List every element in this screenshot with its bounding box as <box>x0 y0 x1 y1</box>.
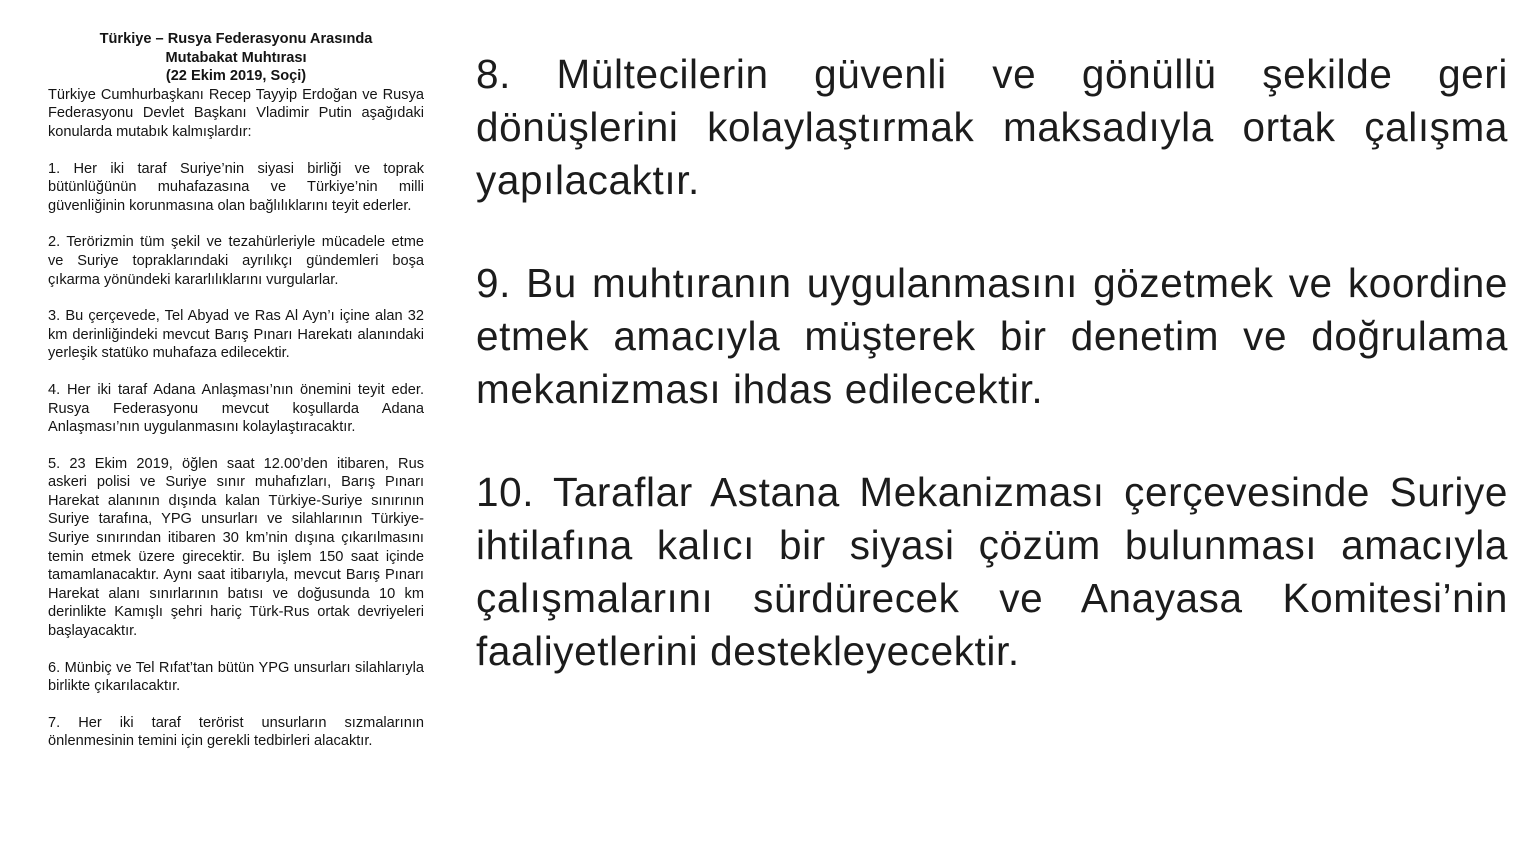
article-3: 3. Bu çerçevede, Tel Abyad ve Ras Al Ayn’ı içine alan 32 km derinliğindeki mevcut Barış Pınarı Harekatı alanındaki yerleşik statüko muhafaza edilecektir. <box>48 308 424 362</box>
memorandum-right-column-enlarged <box>476 48 1508 678</box>
article-4: 4. Her iki taraf Adana Anlaşması’nın önemini teyit eder. Rusya Federasyonu mevcut koşullarda Adana Anlaşması’nın uygulanmasını kolaylaştıracaktır. <box>48 381 424 436</box>
article-5: 5. 23 Ekim 2019, öğlen saat 12.00’den itibaren, Rus askeri polisi ve Suriye sınır muhafızları, Barış Pınarı Harekat alanının dışında kalan Türkiye-Suriye sınırının Suriye tarafına, YPG unsurları ve silahlarının Türkiye-Suriye sınırından itibaren 30 km’nin dışına çıkarılmasını temin etmek üzere girecektir. Bu işlem 150 saat içinde tamamlanacaktır. Aynı saat itibarıyla, mevcut Barış Pınarı Harekat alanı sınırlarının batısı ve doğusunda 10 km derinlikte Kamışlı şehri hariç Türk-Rus ortak devriyeleri başlayacaktır. <box>48 455 424 640</box>
article-6: 6. Münbiç ve Tel Rıfat’tan bütün YPG unsurları silahlarıyla birlikte çıkarılacaktır. <box>48 659 424 695</box>
document-date-line: (22 Ekim 2019, Soçi) <box>165 68 307 85</box>
article-1: 1. Her iki taraf Suriye’nin siyasi birliği ve toprak bütünlüğünün muhafazasına ve Türkiye’nin milli güvenliğinin korunmasına olan bağlılıklarını teyit ederler. <box>48 160 424 214</box>
document-intro: Türkiye Cumhurbaşkanı Recep Tayyip Erdoğan ve Rusya Federasyonu Devlet Başkanı Vladimir Putin aşağıdaki konularda mutabık kalmışlardır: <box>48 86 424 140</box>
article-2: 2. Terörizmin tüm şekil ve tezahürleriyle mücadele etme ve Suriye topraklarındaki ayrılıkçı gündemleri boşa çıkarma yönündeki kararlılıklarını vurgularlar. <box>48 234 424 288</box>
article-10: 10. Taraflar Astana Mekanizması çerçevesinde Suriye ihtilafına kalıcı bir siyasi çözüm bulunması amacıyla çalışmalarını sürdürecek ve Anayasa Komitesi’nin faaliyetlerini destekleyecektir. <box>476 469 1508 674</box>
memorandum-left-column <box>48 30 424 751</box>
article-9: 9. Bu muhtıranın uygulanmasını gözetmek ve koordine etmek amacıyla müşterek bir denetim ve doğrulama mekanizması ihdas edilecektir. <box>476 260 1508 412</box>
article-8: 8. Mültecilerin güvenli ve gönüllü şekilde geri dönüşlerini kolaylaştırmak maksadıyla ortak çalışma yapılacaktır. <box>476 51 1508 203</box>
document-header <box>48 30 424 86</box>
document-title-line-2: Mutabakat Muhtırası <box>165 49 307 66</box>
article-7: 7. Her iki taraf terörist unsurların sızmalarının önlenmesinin temini için gerekli tedbirleri alacaktır. <box>48 714 424 750</box>
document-title-line-1: Türkiye – Rusya Federasyonu Arasında <box>99 31 373 47</box>
